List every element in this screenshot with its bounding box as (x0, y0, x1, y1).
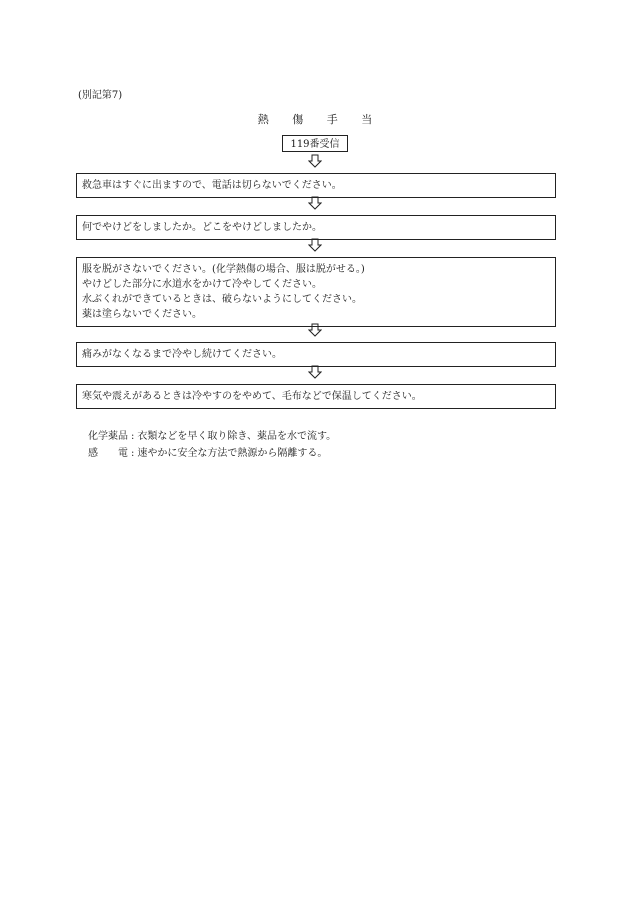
flow-step-text: 寒気や震えがあるときは冷やすのをやめて、毛布などで保温してください。 (82, 391, 422, 402)
down-arrow-icon (308, 154, 322, 168)
note-text: 速やかに安全な方法で熱源から隔離する。 (137, 448, 328, 459)
flow-start-box: 119番受信 (282, 135, 348, 152)
flow-step-text: 痛みがなくなるまで冷やし続けてください。 (82, 349, 282, 360)
note-term: 化学薬品 (88, 431, 128, 442)
page-title (0, 111, 630, 127)
flow-step-text: 水ぶくれができているときは、破らないようにしてください。 (82, 294, 362, 305)
flow-step-box (76, 257, 556, 327)
title-char: 熱 (257, 113, 269, 126)
down-arrow-icon (308, 196, 322, 210)
flow-step-text: 服を脱がさないでください。(化学熱傷の場合、服は脱がせる。) (82, 264, 365, 275)
flow-step-box (76, 384, 556, 409)
title-char: 手 (326, 113, 338, 126)
note-text: 衣類などを早く取り除き、薬品を水で流す。 (137, 431, 337, 442)
down-arrow-icon (308, 323, 322, 337)
note-item (88, 445, 336, 462)
notes-section (88, 428, 336, 462)
down-arrow-icon (308, 365, 322, 379)
flow-step-box (76, 342, 556, 367)
flow-step-text: やけどした部分に水道水をかけて冷やしてください。 (82, 279, 322, 290)
flow-step-text: 薬は塗らないでください。 (82, 309, 202, 320)
note-separator: : (131, 431, 135, 442)
flow-step-box (76, 173, 556, 198)
note-separator: : (131, 448, 135, 459)
note-item (88, 428, 336, 445)
note-term: 感 電 (88, 448, 128, 459)
title-char: 当 (361, 113, 373, 126)
flow-step-box (76, 215, 556, 240)
flow-step-text: 救急車はすぐに出ますので、電話は切らないでください。 (82, 180, 342, 191)
down-arrow-icon (308, 238, 322, 252)
title-char: 傷 (292, 113, 304, 126)
flow-step-text: 何でやけどをしましたか。どこをやけどしましたか。 (82, 222, 322, 233)
reference-label: (別記第7) (78, 90, 123, 101)
